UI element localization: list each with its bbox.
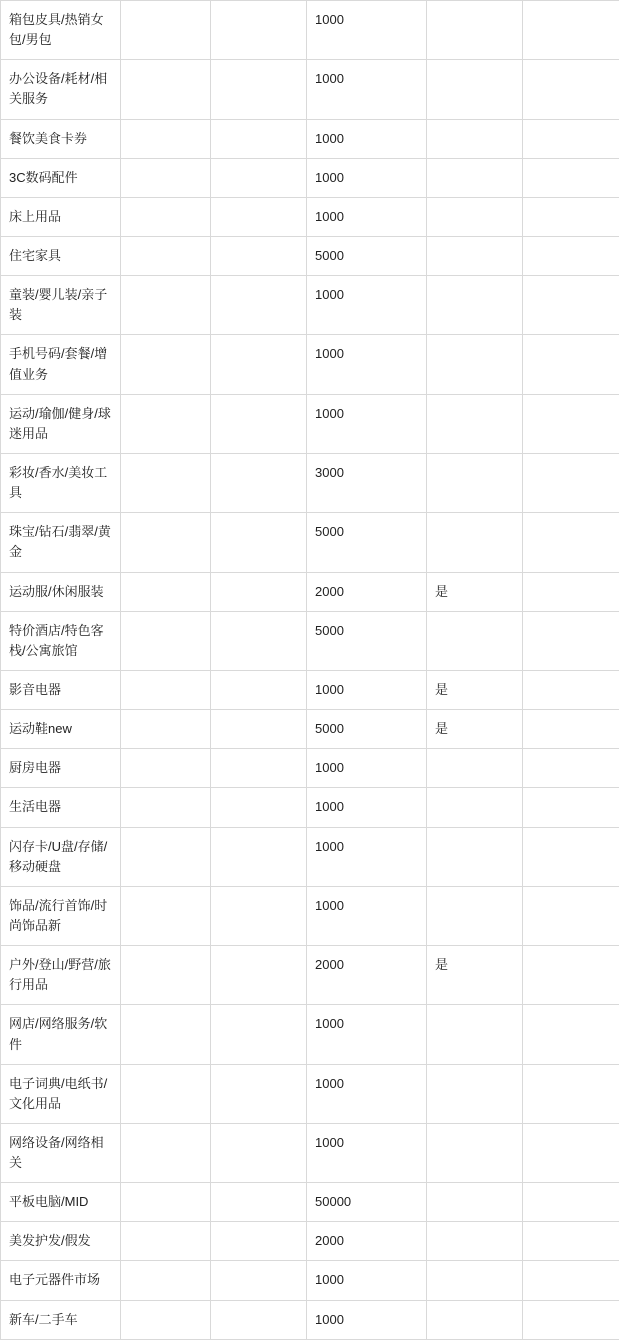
table-cell-col_f [523, 335, 619, 394]
table-cell-amount: 1000 [307, 197, 427, 236]
table-cell-col_f [523, 788, 619, 827]
table-cell-col_b [121, 197, 211, 236]
table-cell-col_b [121, 788, 211, 827]
table-row [1, 788, 619, 827]
table-cell-flag [427, 335, 523, 394]
table-cell-category: 办公设备/耗材/相关服务 [1, 60, 121, 119]
table-cell-amount: 1000 [307, 276, 427, 335]
table-cell-col_b [121, 1300, 211, 1339]
table-row [1, 670, 619, 709]
table-cell-flag: 是 [427, 946, 523, 1005]
table-cell-col_f [523, 749, 619, 788]
table-cell-col_f [523, 453, 619, 512]
table-cell-flag [427, 276, 523, 335]
table-cell-amount: 1000 [307, 749, 427, 788]
table-cell-col_c [211, 1183, 307, 1222]
table-row [1, 1123, 619, 1182]
table-cell-flag [427, 1064, 523, 1123]
table-cell-col_c [211, 513, 307, 572]
table-cell-flag: 是 [427, 670, 523, 709]
table-row [1, 1, 619, 60]
table-cell-flag [427, 788, 523, 827]
table-cell-flag [427, 749, 523, 788]
table-cell-col_b [121, 60, 211, 119]
table-cell-amount: 2000 [307, 572, 427, 611]
table-cell-col_c [211, 670, 307, 709]
table-cell-col_f [523, 1222, 619, 1261]
table-row [1, 276, 619, 335]
table-row [1, 335, 619, 394]
table-cell-col_b [121, 572, 211, 611]
table-cell-category: 平板电脑/MID [1, 1183, 121, 1222]
table-cell-col_f [523, 1300, 619, 1339]
table-cell-col_b [121, 394, 211, 453]
table-cell-col_b [121, 335, 211, 394]
table-row [1, 453, 619, 512]
table-cell-col_c [211, 335, 307, 394]
table-cell-category: 珠宝/钻石/翡翠/黄金 [1, 513, 121, 572]
table-cell-amount: 1000 [307, 827, 427, 886]
table-cell-category: 餐饮美食卡券 [1, 119, 121, 158]
table-cell-col_c [211, 827, 307, 886]
table-cell-col_f [523, 276, 619, 335]
table-cell-col_b [121, 453, 211, 512]
table-cell-col_b [121, 1222, 211, 1261]
table-cell-col_b [121, 1183, 211, 1222]
table-cell-category: 生活电器 [1, 788, 121, 827]
table-cell-col_c [211, 197, 307, 236]
table-cell-amount: 1000 [307, 1300, 427, 1339]
table-cell-category: 运动服/休闲服装 [1, 572, 121, 611]
table-cell-col_f [523, 119, 619, 158]
table-cell-col_b [121, 119, 211, 158]
table-cell-amount: 5000 [307, 710, 427, 749]
table-cell-col_c [211, 1300, 307, 1339]
table-cell-col_f [523, 572, 619, 611]
table-cell-category: 闪存卡/U盘/存储/移动硬盘 [1, 827, 121, 886]
table-cell-category: 美发护发/假发 [1, 1222, 121, 1261]
table-cell-flag [427, 197, 523, 236]
table-cell-category: 床上用品 [1, 197, 121, 236]
table-cell-amount: 1000 [307, 1064, 427, 1123]
table-cell-col_b [121, 1261, 211, 1300]
table-cell-flag [427, 1123, 523, 1182]
table-cell-category: 箱包皮具/热销女包/男包 [1, 1, 121, 60]
table-cell-col_b [121, 670, 211, 709]
table-cell-category: 影音电器 [1, 670, 121, 709]
table-cell-col_b [121, 1064, 211, 1123]
table-cell-amount: 50000 [307, 1183, 427, 1222]
table-cell-col_c [211, 1261, 307, 1300]
table-cell-category: 户外/登山/野营/旅行用品 [1, 946, 121, 1005]
table-cell-amount: 1000 [307, 394, 427, 453]
table-cell-flag [427, 1005, 523, 1064]
table-cell-col_f [523, 1005, 619, 1064]
table-cell-category: 网店/网络服务/软件 [1, 1005, 121, 1064]
table-cell-flag: 是 [427, 572, 523, 611]
table-cell-category: 电子词典/电纸书/文化用品 [1, 1064, 121, 1123]
table-cell-col_f [523, 513, 619, 572]
table-cell-col_f [523, 886, 619, 945]
table-cell-flag [427, 453, 523, 512]
table-cell-col_b [121, 710, 211, 749]
table-cell-col_c [211, 119, 307, 158]
table-cell-flag [427, 611, 523, 670]
table-cell-flag [427, 236, 523, 275]
table-cell-category: 网络设备/网络相关 [1, 1123, 121, 1182]
table-cell-col_f [523, 394, 619, 453]
table-row [1, 158, 619, 197]
table-row [1, 236, 619, 275]
table-cell-amount: 1000 [307, 670, 427, 709]
table-cell-flag [427, 827, 523, 886]
table-cell-category: 厨房电器 [1, 749, 121, 788]
table-body [1, 1, 619, 1340]
table-cell-col_f [523, 1064, 619, 1123]
table-cell-amount: 5000 [307, 236, 427, 275]
table-cell-col_f [523, 1, 619, 60]
table-cell-category: 住宅家具 [1, 236, 121, 275]
table-cell-col_c [211, 946, 307, 1005]
table-cell-col_b [121, 158, 211, 197]
table-row [1, 1261, 619, 1300]
table-cell-flag [427, 1183, 523, 1222]
table-row [1, 1005, 619, 1064]
table-cell-amount: 5000 [307, 611, 427, 670]
table-cell-col_c [211, 572, 307, 611]
table-cell-flag [427, 1222, 523, 1261]
table-cell-col_c [211, 236, 307, 275]
table-row [1, 60, 619, 119]
table-cell-category: 运动鞋new [1, 710, 121, 749]
table-cell-amount: 1000 [307, 158, 427, 197]
table-cell-category: 手机号码/套餐/增值业务 [1, 335, 121, 394]
table-row [1, 119, 619, 158]
table-row [1, 1222, 619, 1261]
table-cell-col_f [523, 1183, 619, 1222]
table-cell-col_c [211, 1064, 307, 1123]
table-cell-amount: 1000 [307, 335, 427, 394]
table-cell-flag [427, 1261, 523, 1300]
table-cell-category: 饰品/流行首饰/时尚饰品新 [1, 886, 121, 945]
table-cell-category: 运动/瑜伽/健身/球迷用品 [1, 394, 121, 453]
table-cell-category: 特价酒店/特色客栈/公寓旅馆 [1, 611, 121, 670]
table-cell-col_b [121, 1123, 211, 1182]
table-cell-col_f [523, 197, 619, 236]
table-cell-col_b [121, 946, 211, 1005]
table-cell-col_f [523, 1261, 619, 1300]
table-cell-col_c [211, 453, 307, 512]
table-cell-flag [427, 119, 523, 158]
table-cell-col_c [211, 158, 307, 197]
table-cell-col_f [523, 1123, 619, 1182]
table-cell-col_c [211, 1005, 307, 1064]
table-cell-category: 彩妆/香水/美妆工具 [1, 453, 121, 512]
table-cell-col_c [211, 394, 307, 453]
table-cell-col_f [523, 670, 619, 709]
table-cell-col_c [211, 1123, 307, 1182]
table-cell-col_b [121, 236, 211, 275]
table-cell-flag [427, 513, 523, 572]
table-cell-category: 童装/婴儿装/亲子装 [1, 276, 121, 335]
table-cell-col_f [523, 827, 619, 886]
table-cell-amount: 1000 [307, 1005, 427, 1064]
table-cell-category: 新车/二手车 [1, 1300, 121, 1339]
table-row [1, 1183, 619, 1222]
table-cell-col_c [211, 788, 307, 827]
table-cell-col_c [211, 749, 307, 788]
table-cell-col_f [523, 710, 619, 749]
table-cell-amount: 5000 [307, 513, 427, 572]
table-cell-amount: 1000 [307, 886, 427, 945]
table-row [1, 572, 619, 611]
table-cell-col_b [121, 827, 211, 886]
table-cell-flag [427, 886, 523, 945]
table-row [1, 197, 619, 236]
table-row [1, 886, 619, 945]
table-cell-flag [427, 1, 523, 60]
table-cell-amount: 1000 [307, 788, 427, 827]
table-cell-col_f [523, 158, 619, 197]
table-cell-amount: 1000 [307, 119, 427, 158]
table-cell-category: 电子元器件市场 [1, 1261, 121, 1300]
table-cell-amount: 2000 [307, 1222, 427, 1261]
table-row [1, 827, 619, 886]
table-cell-col_b [121, 611, 211, 670]
table-row [1, 513, 619, 572]
table-cell-col_b [121, 749, 211, 788]
table-row [1, 394, 619, 453]
table-cell-col_b [121, 1005, 211, 1064]
table-cell-flag [427, 158, 523, 197]
table-cell-amount: 1000 [307, 1123, 427, 1182]
table-row [1, 611, 619, 670]
table-cell-col_b [121, 886, 211, 945]
table-cell-col_b [121, 513, 211, 572]
table-cell-category: 3C数码配件 [1, 158, 121, 197]
table-cell-col_f [523, 611, 619, 670]
table-row [1, 946, 619, 1005]
table-row [1, 1064, 619, 1123]
table-row [1, 710, 619, 749]
table-cell-amount: 1000 [307, 1261, 427, 1300]
table-row [1, 749, 619, 788]
table-cell-amount: 3000 [307, 453, 427, 512]
table-cell-col_c [211, 1222, 307, 1261]
table-cell-col_c [211, 60, 307, 119]
table-cell-flag [427, 60, 523, 119]
table-cell-col_c [211, 1, 307, 60]
table-cell-amount: 1000 [307, 1, 427, 60]
table-cell-col_b [121, 276, 211, 335]
table-cell-col_f [523, 946, 619, 1005]
table-row [1, 1300, 619, 1339]
table-cell-flag: 是 [427, 710, 523, 749]
table-cell-col_f [523, 236, 619, 275]
table-cell-amount: 1000 [307, 60, 427, 119]
table-cell-col_c [211, 710, 307, 749]
table-cell-col_c [211, 276, 307, 335]
table-cell-col_c [211, 611, 307, 670]
table-cell-amount: 2000 [307, 946, 427, 1005]
table-cell-col_c [211, 886, 307, 945]
table-cell-flag [427, 1300, 523, 1339]
table-cell-col_b [121, 1, 211, 60]
table-cell-flag [427, 394, 523, 453]
table-cell-col_f [523, 60, 619, 119]
